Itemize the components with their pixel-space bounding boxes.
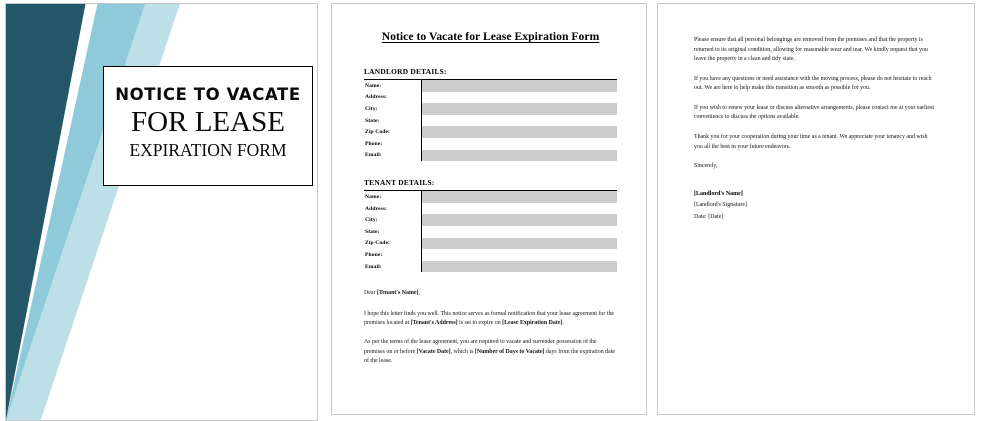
detail-row-label: City: [364,103,422,115]
signature-block [694,191,936,220]
para1-part2: is set to expire on [457,320,503,327]
detail-row [364,115,617,127]
detail-row-label: Name: [364,80,422,92]
detail-row [364,150,617,162]
detail-row-label: State: [364,115,422,127]
detail-row-value-field[interactable] [422,226,618,238]
detail-row-label: Zip Code: [364,238,422,250]
detail-row-label: Zip Code: [364,126,422,138]
renewal-paragraph: If you wish to renew your lease or discuss alternative arrangements, please contact me at your earliest convenience to discuss the options available. [694,104,934,121]
detail-row [364,92,617,104]
para2-part2: , which is [450,348,475,355]
landlord-details-rows [364,80,617,162]
detail-row [364,138,617,150]
cover-title-line-3: EXPIRATION FORM [129,140,287,161]
detail-row [364,80,617,92]
para1-part3: . [562,320,564,327]
detail-row-value-field[interactable] [422,203,618,215]
detail-row-label: City: [364,214,422,226]
detail-row-value-field[interactable] [422,92,618,104]
cover-page [5,3,318,421]
lease-expiration-paragraph [364,310,617,329]
signature-landlord-name: [Landlord's Name] [694,190,743,197]
para2-days-to-vacate-field: [Number of Days to Vacate] [474,348,545,355]
detail-row-value-field[interactable] [422,126,618,138]
detail-row-value-field[interactable] [422,150,618,162]
tenant-details-rows [364,191,617,273]
tenant-details-heading: TENANT DETAILS: [364,178,435,188]
detail-row [364,226,617,238]
detail-row-label: Email: [364,150,422,162]
detail-row [364,249,617,261]
detail-row [364,261,617,273]
form-content [332,4,646,367]
tenant-details-table [364,190,617,272]
vacate-terms-paragraph [364,338,617,367]
detail-row-label: State: [364,226,422,238]
belongings-paragraph: Please ensure that all personal belongings are removed from the premises and that the property is returned to its original condition, allowing for reasonable wear and tear. We kindly request that you leave the property in a clean and tidy state. [694,37,928,63]
detail-row-value-field[interactable] [422,238,618,250]
landlord-details-table [364,79,617,161]
detail-row [364,103,617,115]
detail-row-value-field[interactable] [422,261,618,273]
salutation-suffix: , [418,290,420,297]
signature-line: [Landlord's Signature] [694,201,747,208]
para2-vacate-date-field: [Vacate Date] [416,348,451,355]
sign-off: Sincerely, [694,163,718,170]
thanks-paragraph: Thank you for your cooperation during your time as a tenant. We appreciate your tenancy and wish you all the best in your future endeavors. [694,133,928,150]
cover-title-box [103,66,313,186]
form-page [331,3,647,415]
detail-row [364,238,617,250]
detail-row-value-field[interactable] [422,115,618,127]
detail-row-label: Phone: [364,138,422,150]
salutation-tenant-name-field: [Tenant's Name] [376,290,419,297]
detail-row-value-field[interactable] [422,80,618,92]
detail-row-label: Address: [364,203,422,215]
detail-row-value-field[interactable] [422,138,618,150]
detail-row-label: Email: [364,261,422,273]
para2-part3: days from the expiration date of the lease. [364,348,615,365]
detail-row-label: Address: [364,92,422,104]
salutation-prefix: Dear [364,290,377,297]
detail-row-value-field[interactable] [422,103,618,115]
detail-row-value-field[interactable] [422,214,618,226]
detail-row-value-field[interactable] [422,249,618,261]
para1-tenant-address-field: [Tenant's Address] [410,320,458,327]
detail-row [364,214,617,226]
detail-row-value-field[interactable] [422,191,618,203]
landlord-details-heading: LANDLORD DETAILS: [364,67,447,76]
detail-row [364,126,617,138]
closing-content [658,4,974,220]
assistance-paragraph: If you have any questions or need assistance with the moving process, please do not hesitate to reach out. We are here to help make this transition as smooth as possible for you. [694,75,932,92]
signature-date: Date: [Date] [694,213,724,220]
para1-part1: I hope this letter finds you well. This notice serves as formal notification that your lease agreement for the premises located at [364,310,615,327]
cover-title-line-2: FOR LEASE [131,105,285,138]
closing-page [657,3,975,415]
salutation-paragraph [364,289,617,299]
detail-row-label: Name: [364,191,422,203]
detail-row [364,191,617,203]
cover-title-line-1: NOTICE TO VACATE [115,84,301,104]
para1-lease-expiration-date-field: [Lease Expiration Date] [502,320,563,327]
para2-part1: As per the terms of the lease agreement, you are required to vacate and surrender possession of the premises on or before [364,339,597,355]
detail-row-label: Phone: [364,249,422,261]
document-title: Notice to Vacate for Lease Expiration Form [381,30,600,43]
detail-row [364,203,617,215]
